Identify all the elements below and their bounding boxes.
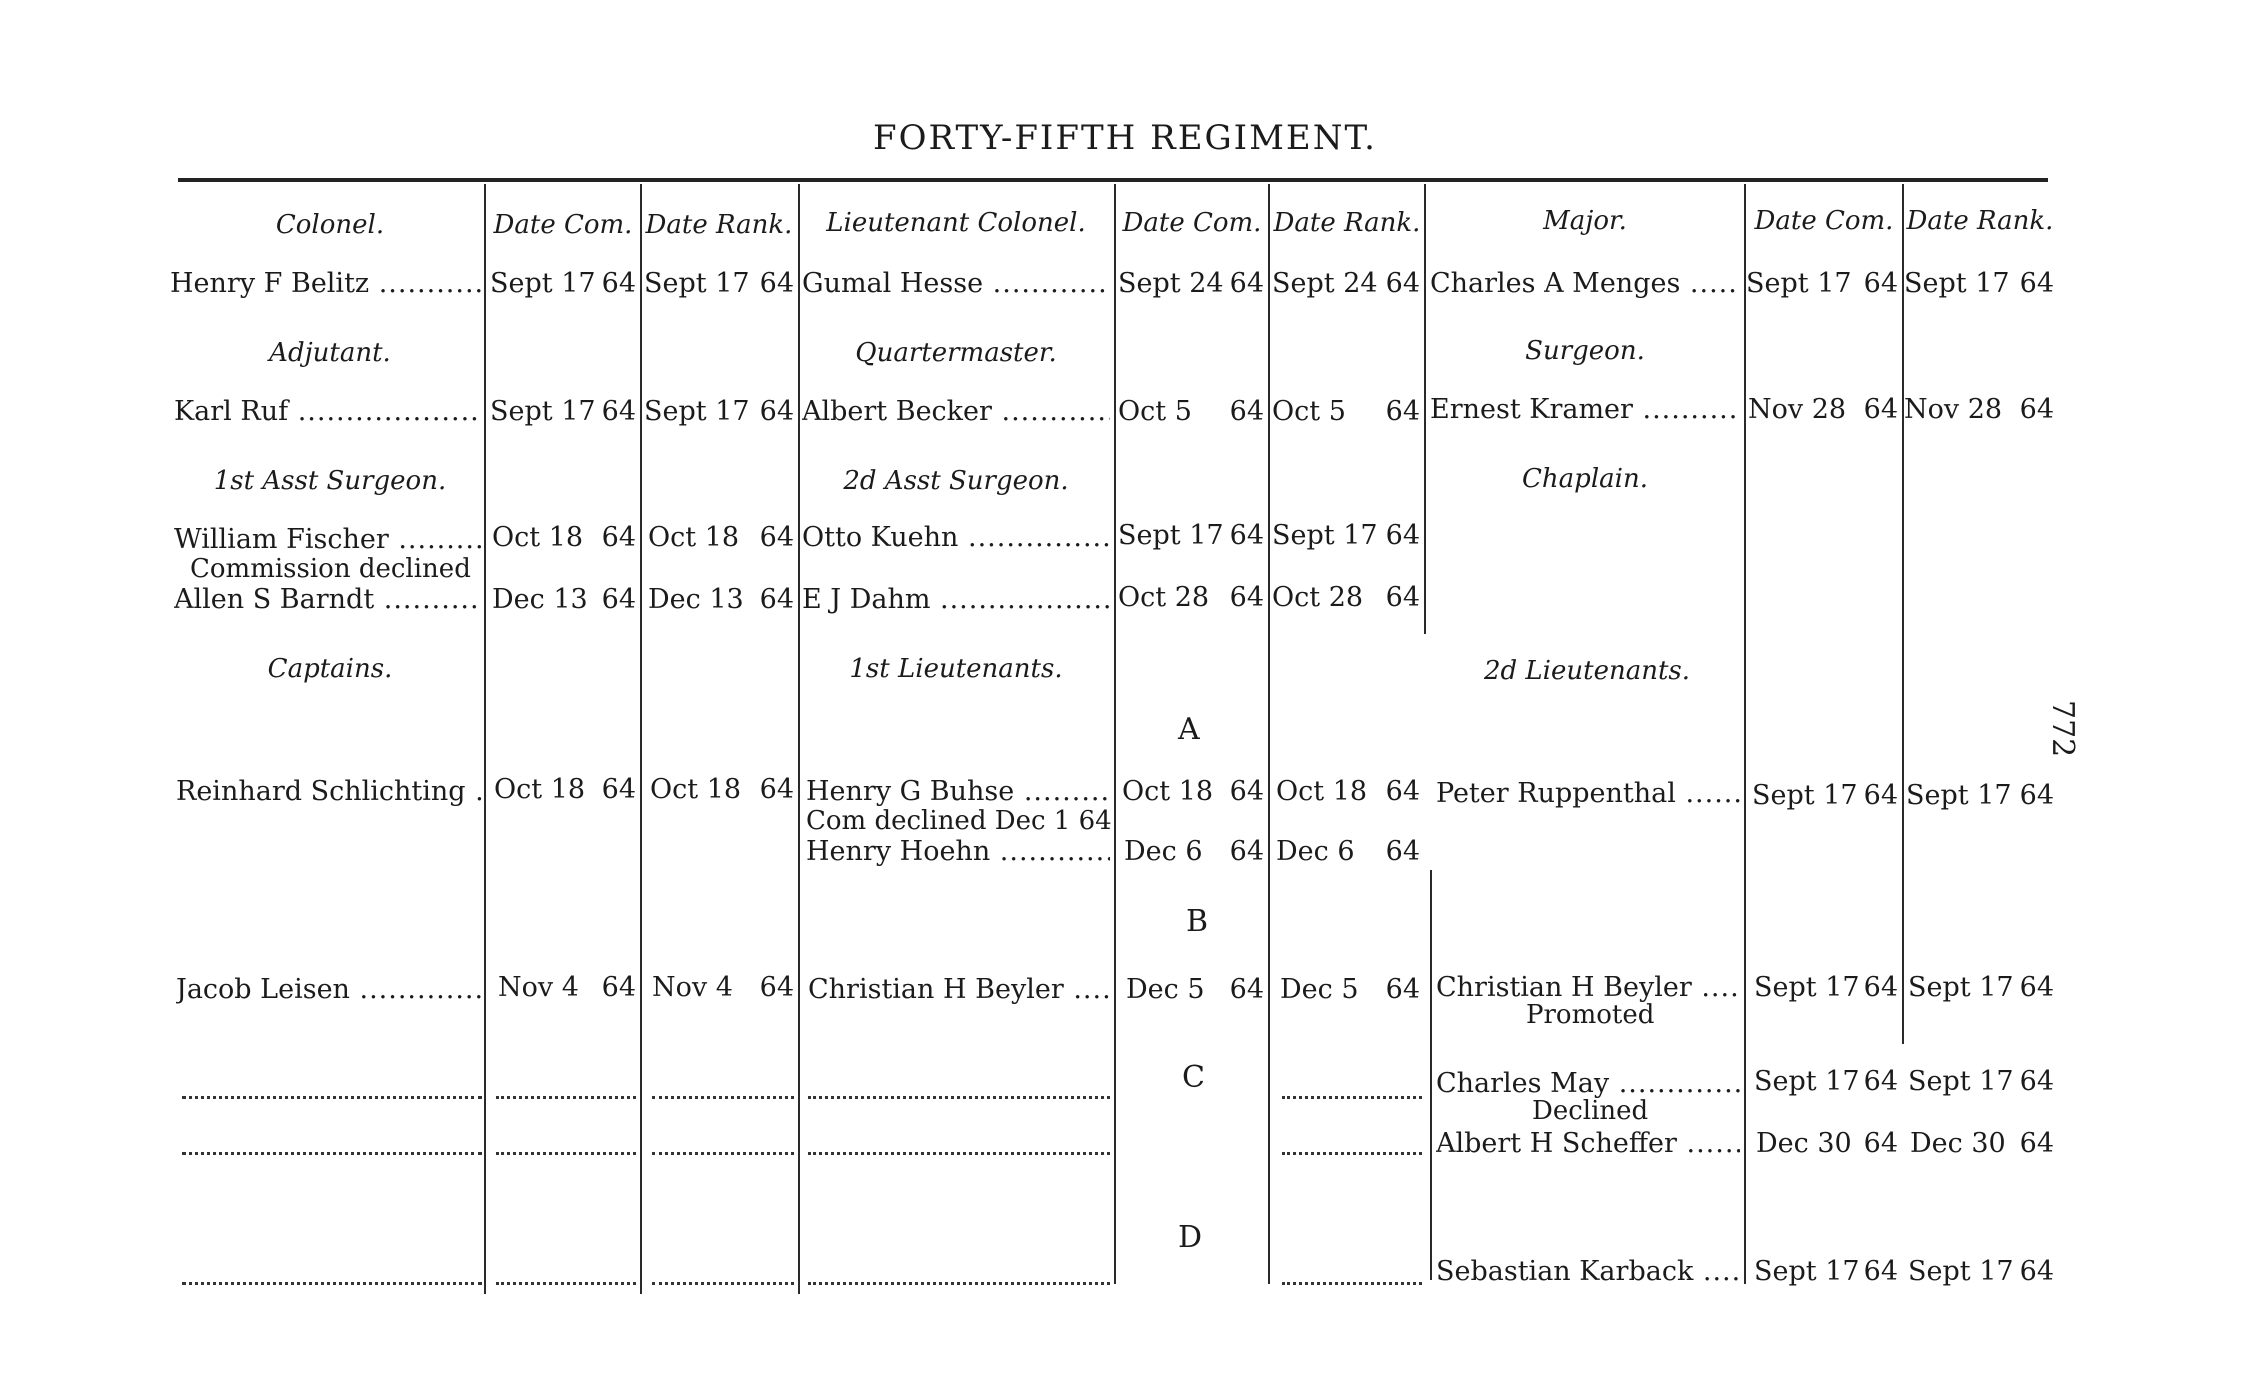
colonel-name: Henry F Belitz ..... bbox=[170, 268, 482, 299]
adjutant-name: Karl Ruf ..... bbox=[174, 396, 482, 427]
company-letter-a: A bbox=[1178, 712, 1200, 747]
surgeon-name: Ernest Kramer ..... bbox=[1430, 394, 1740, 425]
first-lieutenant-note: Com declined Dec 1 64 bbox=[806, 806, 1112, 836]
second-lieutenant-name: Christian H Beyler ..... bbox=[1436, 972, 1740, 1003]
vacant-entry bbox=[182, 1152, 482, 1155]
header-date-com: Date Com. bbox=[493, 210, 633, 240]
vacant-entry bbox=[1282, 1096, 1422, 1099]
second-lieutenant-date-com: Sept 17 64 bbox=[1754, 1256, 1898, 1287]
vacant-entry bbox=[496, 1282, 636, 1285]
company-letter-c: C bbox=[1182, 1060, 1205, 1095]
second-lieutenant-name: Peter Ruppenthal ..... bbox=[1436, 778, 1740, 809]
lt-colonel-name: Gumal Hesse ..... bbox=[802, 268, 1110, 299]
captain-date-rank: Oct 18 64 bbox=[650, 774, 794, 805]
header-adjutant: Adjutant. bbox=[269, 338, 391, 368]
first-asst-surgeon-date-rank: Oct 18 64 bbox=[648, 522, 794, 553]
second-lieutenant-date-com: Sept 17 64 bbox=[1752, 780, 1898, 811]
header-second-asst-surgeon: 2d Asst Surgeon. bbox=[843, 466, 1069, 496]
second-asst-surgeon-name: Otto Kuehn ..... bbox=[802, 522, 1110, 553]
colonel-date-rank: Sept 17 64 bbox=[644, 268, 794, 299]
first-lieutenant-name: Christian H Beyler ..... bbox=[808, 974, 1110, 1005]
first-lieutenant-date-com: Dec 6 64 bbox=[1124, 836, 1264, 867]
header-date-rank: Date Rank. bbox=[1273, 208, 1421, 238]
first-asst-surgeon-date-com: Dec 13 64 bbox=[492, 584, 636, 615]
vacant-entry bbox=[652, 1152, 794, 1155]
first-asst-surgeon-note: Commission declined bbox=[190, 554, 471, 584]
second-lieutenant-note: Promoted bbox=[1526, 1000, 1655, 1030]
vacant-entry bbox=[182, 1282, 482, 1285]
captain-name: Reinhard Schlichting ..... bbox=[176, 776, 482, 807]
captain-date-rank: Nov 4 64 bbox=[652, 972, 794, 1003]
second-lieutenant-note: Declined bbox=[1532, 1096, 1649, 1126]
second-lieutenant-name: Sebastian Karback ..... bbox=[1436, 1256, 1740, 1287]
captain-name: Jacob Leisen ..... bbox=[176, 974, 482, 1005]
second-asst-surgeon-date-rank: Oct 28 64 bbox=[1272, 582, 1420, 613]
vacant-entry bbox=[496, 1152, 636, 1155]
major-date-rank: Sept 17 64 bbox=[1904, 268, 2054, 299]
first-asst-surgeon-date-rank: Dec 13 64 bbox=[648, 584, 794, 615]
second-asst-surgeon-name: E J Dahm ..... bbox=[802, 584, 1110, 615]
first-lieutenant-date-com: Dec 5 64 bbox=[1126, 974, 1264, 1005]
captain-date-com: Nov 4 64 bbox=[498, 972, 636, 1003]
column-divider bbox=[1114, 184, 1116, 1284]
header-chaplain: Chaplain. bbox=[1522, 464, 1648, 494]
header-lieutenant-colonel: Lieutenant Colonel. bbox=[826, 208, 1086, 238]
second-asst-surgeon-date-com: Sept 17 64 bbox=[1118, 520, 1264, 551]
lt-colonel-date-com: Sept 24 64 bbox=[1118, 268, 1264, 299]
adjutant-date-com: Sept 17 64 bbox=[490, 396, 636, 427]
major-name: Charles A Menges ..... bbox=[1430, 268, 1740, 299]
first-asst-surgeon-name: William Fischer ..... bbox=[174, 524, 482, 555]
header-date-com: Date Com. bbox=[1754, 206, 1894, 236]
column-divider bbox=[1424, 184, 1426, 634]
second-lieutenant-date-rank: Sept 17 64 bbox=[1908, 972, 2054, 1003]
column-divider bbox=[1744, 184, 1746, 1284]
header-surgeon: Surgeon. bbox=[1525, 336, 1645, 366]
company-letter-b: B bbox=[1186, 904, 1209, 939]
header-first-asst-surgeon: 1st Asst Surgeon. bbox=[213, 466, 447, 496]
lt-colonel-date-rank: Sept 24 64 bbox=[1272, 268, 1420, 299]
company-letter-d: D bbox=[1178, 1220, 1203, 1255]
second-asst-surgeon-date-rank: Sept 17 64 bbox=[1272, 520, 1420, 551]
second-lieutenant-name: Charles May ..... bbox=[1436, 1068, 1740, 1099]
second-lieutenant-date-rank: Dec 30 64 bbox=[1910, 1128, 2054, 1159]
vacant-entry bbox=[652, 1282, 794, 1285]
second-asst-surgeon-date-com: Oct 28 64 bbox=[1118, 582, 1264, 613]
first-lieutenant-date-com: Oct 18 64 bbox=[1122, 776, 1264, 807]
header-first-lieutenants: 1st Lieutenants. bbox=[849, 654, 1063, 684]
major-date-com: Sept 17 64 bbox=[1746, 268, 1898, 299]
vacant-entry bbox=[808, 1152, 1110, 1155]
vacant-entry bbox=[808, 1096, 1110, 1099]
quartermaster-date-rank: Oct 5 64 bbox=[1272, 396, 1420, 427]
second-lieutenant-date-com: Sept 17 64 bbox=[1754, 972, 1898, 1003]
quartermaster-name: Albert Becker ..... bbox=[802, 396, 1110, 427]
second-lieutenant-date-rank: Sept 17 64 bbox=[1908, 1256, 2054, 1287]
second-lieutenant-date-rank: Sept 17 64 bbox=[1906, 780, 2054, 811]
second-lieutenant-name: Albert H Scheffer ..... bbox=[1436, 1128, 1740, 1159]
header-date-rank: Date Rank. bbox=[645, 210, 793, 240]
column-divider bbox=[484, 184, 486, 1294]
captain-date-com: Oct 18 64 bbox=[494, 774, 636, 805]
header-colonel: Colonel. bbox=[275, 210, 385, 240]
column-divider bbox=[1268, 184, 1270, 1284]
column-divider bbox=[1902, 184, 1904, 1044]
header-date-com: Date Com. bbox=[1122, 208, 1262, 238]
vacant-entry bbox=[1282, 1282, 1422, 1285]
quartermaster-date-com: Oct 5 64 bbox=[1118, 396, 1264, 427]
second-lieutenant-date-com: Dec 30 64 bbox=[1756, 1128, 1898, 1159]
title-rule bbox=[178, 178, 2048, 182]
adjutant-date-rank: Sept 17 64 bbox=[644, 396, 794, 427]
first-lieutenant-date-rank: Dec 5 64 bbox=[1280, 974, 1420, 1005]
column-divider bbox=[1430, 870, 1432, 1280]
vacant-entry bbox=[808, 1282, 1110, 1285]
vacant-entry bbox=[496, 1096, 636, 1099]
first-asst-surgeon-name: Allen S Barndt ..... bbox=[174, 584, 482, 615]
second-lieutenant-date-com: Sept 17 64 bbox=[1754, 1066, 1898, 1097]
header-quartermaster: Quartermaster. bbox=[855, 338, 1057, 368]
header-date-rank: Date Rank. bbox=[1906, 206, 2054, 236]
second-lieutenant-date-rank: Sept 17 64 bbox=[1908, 1066, 2054, 1097]
header-second-lieutenants: 2d Lieutenants. bbox=[1483, 656, 1691, 686]
first-lieutenant-name: Henry Hoehn ..... bbox=[806, 836, 1110, 867]
colonel-date-com: Sept 17 64 bbox=[490, 268, 636, 299]
header-major: Major. bbox=[1543, 206, 1627, 236]
column-divider bbox=[640, 184, 642, 1294]
first-lieutenant-date-rank: Dec 6 64 bbox=[1276, 836, 1420, 867]
page-number: 772 bbox=[2045, 700, 2080, 758]
vacant-entry bbox=[652, 1096, 794, 1099]
vacant-entry bbox=[182, 1096, 482, 1099]
first-lieutenant-name: Henry G Buhse ..... bbox=[806, 776, 1110, 807]
surgeon-date-com: Nov 28 64 bbox=[1748, 394, 1898, 425]
page-title: FORTY-FIFTH REGIMENT. bbox=[873, 118, 1377, 158]
first-lieutenant-date-rank: Oct 18 64 bbox=[1276, 776, 1420, 807]
header-captains: Captains. bbox=[267, 654, 393, 684]
vacant-entry bbox=[1282, 1152, 1422, 1155]
first-asst-surgeon-date-com: Oct 18 64 bbox=[492, 522, 636, 553]
surgeon-date-rank: Nov 28 64 bbox=[1904, 394, 2054, 425]
